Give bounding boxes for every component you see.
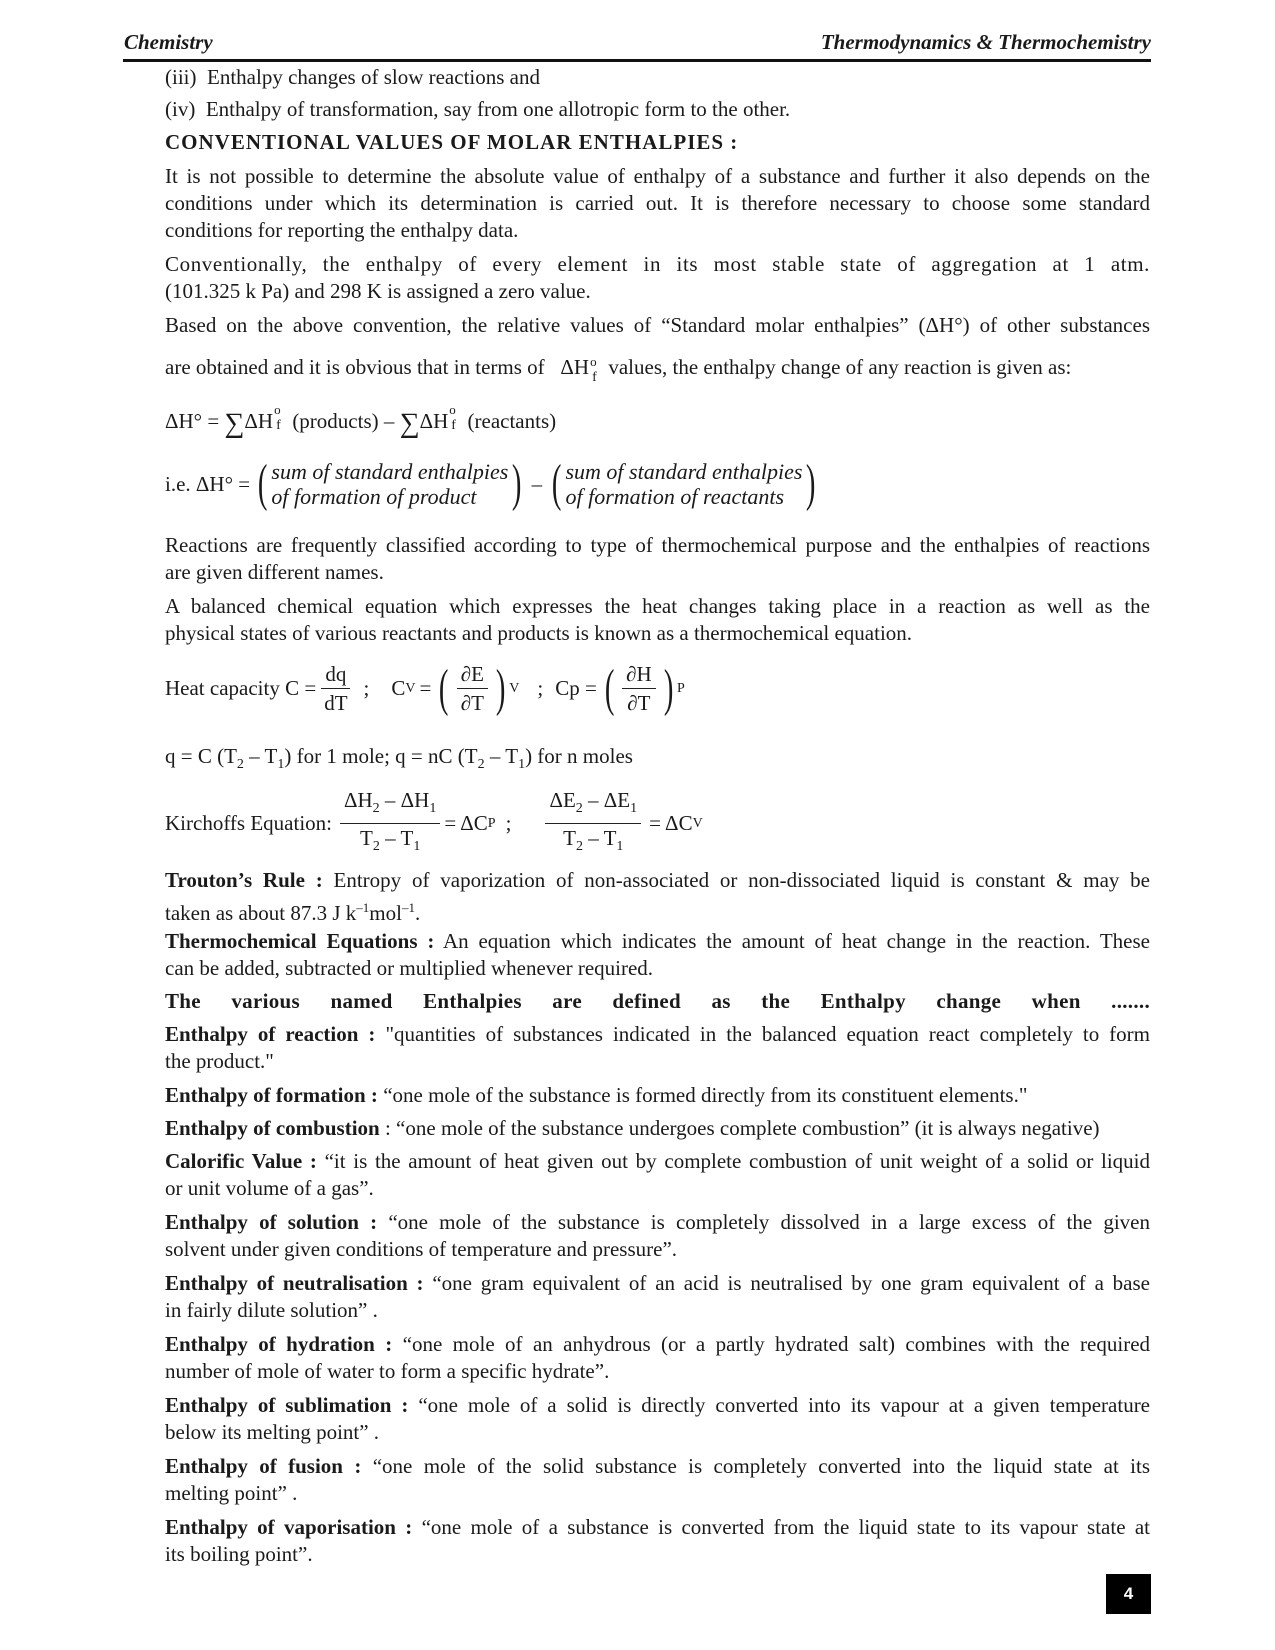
- definition-text: : “one mole of the substance undergoes complete combustion” (it is always negative): [384, 1116, 1100, 1140]
- enthalpy-definition: [165, 1270, 1150, 1297]
- definition-text: "quantities of substances indicated in the balanced equation react completely to form: [385, 1022, 1151, 1046]
- definition-term: Enthalpy of neutralisation :: [165, 1271, 424, 1295]
- right-paren: ): [512, 455, 522, 512]
- definition-term: Enthalpy of formation :: [165, 1083, 378, 1107]
- heat-quantity-equation: q = C $(T_2 - T_1)$ for 1 mole; q = nC $(T_2 - T_1)$ for n moles: [165, 744, 633, 772]
- eq-products: (products) –: [292, 409, 395, 433]
- standard-enthalpy-equation: ΔH° = ∑ΔH o f (products) – ∑ΔH o f (reactants): [165, 402, 557, 439]
- left-paren: (: [257, 455, 268, 512]
- definition-continuation: melting point” .: [165, 1481, 298, 1505]
- page-number: 4: [1106, 1574, 1151, 1614]
- running-header-chapter: Thermodynamics & Thermochemistry: [820, 30, 1151, 54]
- definition-term: Enthalpy of vaporisation :: [165, 1515, 413, 1539]
- summation-symbol: ∑: [224, 408, 245, 439]
- section-heading: CONVENTIONAL VALUES OF MOLAR ENTHALPIES :: [165, 130, 739, 154]
- definition-term: Enthalpy of combustion: [165, 1116, 380, 1140]
- paragraph-line: physical states of various reactants and products is known as a thermochemical equation.: [165, 621, 913, 645]
- definition-text: “one gram equivalent of an acid is neutralised by one gram equivalent of a base: [432, 1271, 1151, 1295]
- summation-symbol: ∑: [399, 408, 420, 439]
- header-rule: [123, 59, 1151, 62]
- minus-sign: –: [531, 471, 543, 496]
- fraction-dh-dt: $\frac{\partial H}{\partial T}$: [622, 662, 656, 715]
- enthalpy-definition: [165, 1148, 1150, 1175]
- definition-term: Enthalpy of hydration :: [165, 1332, 393, 1356]
- enthalpy-definition: [165, 1453, 1150, 1480]
- delta-h-f-symbol: ΔH o f: [560, 354, 597, 385]
- definition-text: “one mole of a substance is converted from the liquid state to its vapour state at: [421, 1515, 1150, 1539]
- definition-term: Enthalpy of fusion :: [165, 1454, 362, 1478]
- definition-continuation: taken as about 87.3 J $k^{-1}mol^{-1}$.: [165, 900, 421, 925]
- bracket-term-products: sum of standard enthalpies of formation of product: [271, 459, 509, 509]
- list-text: Enthalpy changes of slow reactions and: [207, 65, 540, 89]
- eq-lhs: ΔH° =: [165, 409, 220, 433]
- definition-continuation: solvent under given conditions of temperature and pressure”.: [165, 1237, 678, 1261]
- definition-term: Thermochemical Equations :: [165, 929, 435, 953]
- paragraph-line: [165, 354, 1150, 385]
- enthalpy-definition: [165, 1331, 1150, 1358]
- enthalpy-definition: [165, 1514, 1150, 1541]
- list-item: [165, 96, 1150, 123]
- enthalpy-definition: [165, 1115, 1150, 1142]
- left-paren: (: [552, 455, 562, 512]
- definition-text: “it is the amount of heat given out by complete combustion of unit weight of a solid or liquid: [324, 1149, 1150, 1173]
- bracket-term-reactants: sum of standard enthalpies of formation of reactants: [565, 459, 803, 509]
- definition-text: “one mole of the substance is formed directly from its constituent elements.": [383, 1083, 1028, 1107]
- definition-term: Calorific Value :: [165, 1149, 317, 1173]
- fraction-de-dt: $\frac{\partial E}{\partial T}$: [457, 662, 488, 715]
- eq-reactants: (reactants): [467, 409, 557, 433]
- paragraph-line: (101.325 k Pa) and 298 K is assigned a zero value.: [165, 279, 591, 303]
- list-marker: (iii): [165, 65, 197, 89]
- enthalpy-definition: [165, 1392, 1150, 1419]
- paragraph-line: conditions under which its determination is carried out. It is therefore necessary to choose some standard: [165, 191, 1150, 215]
- definition-continuation: the product.": [165, 1049, 274, 1073]
- enthalpy-definition: [165, 1209, 1150, 1236]
- right-paren: ): [806, 455, 816, 512]
- fraction-dq-dt: $\frac{dq}{dT}$: [320, 662, 351, 715]
- enthalpy-definition: [165, 1082, 1150, 1109]
- definition-continuation: below its melting point” .: [165, 1420, 380, 1444]
- paragraph-line: Based on the above convention, the relative values of “Standard molar enthalpies” (ΔH°) of other substances: [165, 313, 1150, 337]
- eq-label: Heat capacity C =: [165, 676, 317, 700]
- fraction-de: $\frac{\Delta E_2 - \Delta E_1}{T_2 - T_1}$: [545, 788, 641, 859]
- text-fragment: values, the enthalpy change of any reaction is given as:: [608, 355, 1072, 379]
- definition-trouton: [165, 867, 1150, 894]
- definition-continuation: can be added, subtracted or multiplied whenever required.: [165, 956, 654, 980]
- definition-thermochemical: [165, 928, 1150, 955]
- named-enthalpies-heading: The various named Enthalpies are defined as the Enthalpy change when .......: [165, 989, 1150, 1013]
- definition-text: “one mole of the solid substance is completely converted into the liquid state at its: [372, 1454, 1151, 1478]
- definition-continuation: number of mole of water to form a specific hydrate”.: [165, 1359, 610, 1383]
- paragraph-line: A balanced chemical equation which expresses the heat changes taking place in a reaction as well as the: [165, 594, 1150, 618]
- kirchoff-equation: Kirchoffs Equation: $\frac{\Delta H_2 - \Delta H_1}{T_2 - T_1}$ = ΔC P ; $\frac{\Delta E_2 - \Delta E_1}{T_2 - T_1}$ = ΔC V: [165, 788, 703, 859]
- definition-text: An equation which indicates the amount of heat change in the reaction. These: [442, 929, 1150, 953]
- definition-term: Enthalpy of reaction :: [165, 1022, 376, 1046]
- definition-text: Entropy of vaporization of non-associated or non-dissociated liquid is constant & may be: [333, 868, 1151, 892]
- paragraph-line: conditions for reporting the enthalpy data.: [165, 218, 519, 242]
- paragraph-line: are given different names.: [165, 560, 384, 584]
- definition-text: “one mole of an anhydrous (or a partly hydrated salt) combines with the required: [402, 1332, 1151, 1356]
- fraction-dh: $\frac{\Delta H_2 - \Delta H_1}{T_2 - T_1}$: [340, 788, 440, 859]
- definition-text: “one mole of the substance is completely dissolved in a large excess of the given: [388, 1210, 1150, 1234]
- text-fragment: are obtained and it is obvious that in terms of: [165, 355, 545, 379]
- definition-continuation: in fairly dilute solution” .: [165, 1298, 378, 1322]
- heat-capacity-equation: Heat capacity C = $\frac{dq}{dT}$ ; C V = ( $\frac{\partial E}{\partial T}$ ) V ; Cp = ( $\frac{\partial H}{\partial T}$ ) P: [165, 659, 685, 717]
- definition-term: Enthalpy of sublimation :: [165, 1393, 409, 1417]
- ie-enthalpy-equation: [165, 455, 820, 512]
- list-text: Enthalpy of transformation, say from one allotropic form to the other.: [205, 97, 791, 121]
- definition-continuation: its boiling point”.: [165, 1542, 313, 1566]
- definition-continuation: or unit volume of a gas”.: [165, 1176, 374, 1200]
- eq-lhs: i.e. ΔH° =: [165, 471, 251, 496]
- enthalpy-definition: [165, 1021, 1150, 1048]
- paragraph-line: It is not possible to determine the absolute value of enthalpy of a substance and further it also depends on the: [165, 164, 1150, 188]
- running-header-subject: Chemistry: [124, 30, 213, 54]
- definition-term: Trouton’s Rule :: [165, 868, 323, 892]
- definition-term: Enthalpy of solution :: [165, 1210, 378, 1234]
- paragraph-line: Conventionally, the enthalpy of every element in its most stable state of aggregation at 1 atm.: [165, 252, 1150, 276]
- eq-label: Kirchoffs Equation:: [165, 811, 332, 835]
- list-marker: (iv): [165, 97, 196, 121]
- paragraph-line: Reactions are frequently classified according to type of thermochemical purpose and the enthalpies of reactions: [165, 533, 1150, 557]
- list-item: [165, 64, 1150, 91]
- definition-text: “one mole of a solid is directly converted into its vapour at a given temperature: [418, 1393, 1151, 1417]
